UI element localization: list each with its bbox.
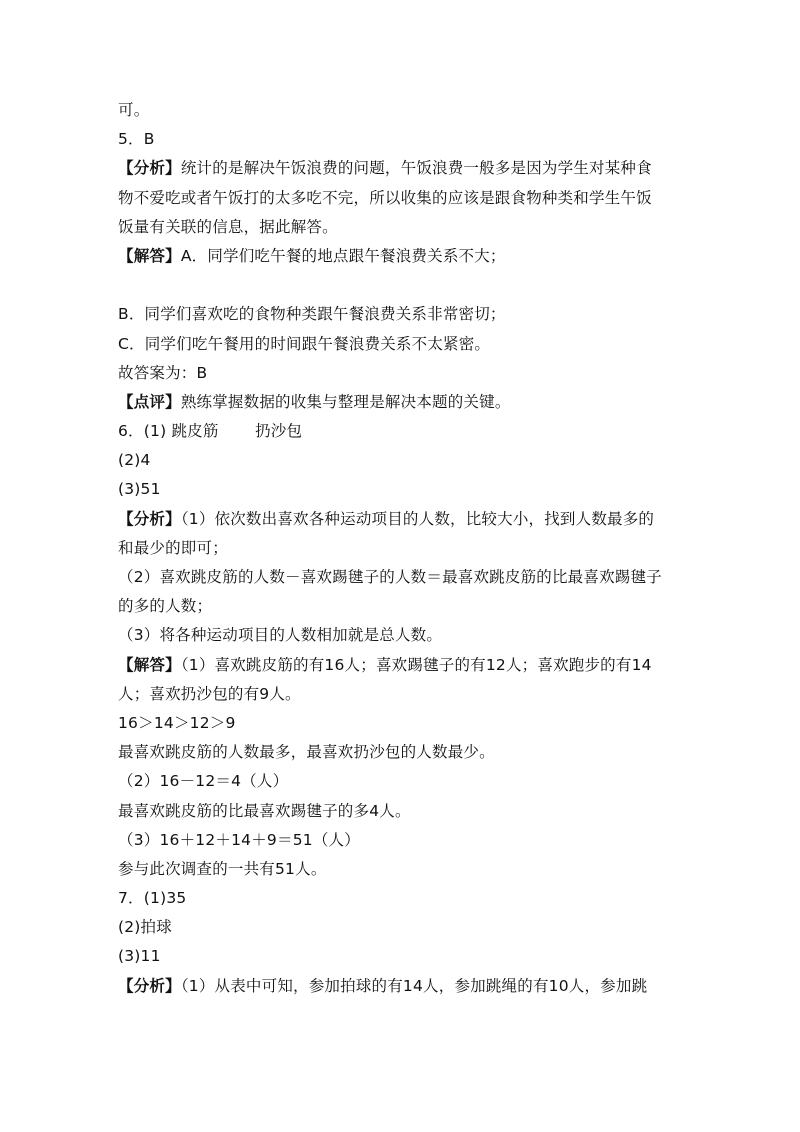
text-line	[118, 475, 708, 504]
text-line	[118, 300, 708, 329]
text-line	[118, 767, 708, 796]
line-text: A．同学们吃午餐的地点跟午餐浪费关系不大；	[180, 246, 506, 265]
section-tag: 【分析】	[118, 976, 181, 995]
text-line	[118, 534, 708, 563]
line-text: 最喜欢跳皮筋的比最喜欢踢毽子的多4人。	[118, 801, 411, 820]
text-line	[118, 330, 708, 359]
line-text: （1）从表中可知，参加拍球的有14人，参加跳绳的有10人，参加跳	[180, 976, 648, 995]
line-text: 7．(1)35	[118, 889, 187, 908]
text-line	[118, 913, 708, 942]
text-line	[118, 942, 708, 971]
text-line	[118, 797, 708, 826]
blank-line	[118, 271, 708, 300]
line-text: 物不爱吃或者午饭打的太多吃不完，所以收集的应该是跟食物种类和学生午饭	[118, 188, 652, 207]
text-line	[118, 651, 708, 680]
line-text: （2）16－12＝4（人）	[118, 772, 289, 791]
line-text: 人；喜欢扔沙包的有9人。	[118, 684, 301, 703]
document-body	[118, 96, 708, 1001]
line-text: (3)51	[118, 480, 161, 499]
line-text: C．同学们吃午餐用的时间跟午餐浪费关系不太紧密。	[118, 334, 491, 353]
text-line	[118, 709, 708, 738]
text-line	[118, 505, 708, 534]
text-line	[118, 446, 708, 475]
text-line	[118, 826, 708, 855]
line-text: 16＞14＞12＞9	[118, 713, 236, 732]
text-line	[118, 96, 708, 125]
line-text: 5．B	[118, 130, 155, 149]
line-text: 饭量有关联的信息，据此解答。	[118, 217, 338, 236]
text-line	[118, 972, 708, 1001]
line-text: 的多的人数；	[118, 597, 213, 616]
text-line	[118, 738, 708, 767]
line-text: 可。	[118, 101, 150, 119]
line-text: 熟练掌握数据的收集与整理是解决本题的关键。	[180, 392, 511, 411]
text-line	[118, 621, 708, 650]
line-text: （1）依次数出喜欢各种运动项目的人数，比较大小，找到人数最多的	[180, 509, 655, 528]
line-text: （1）喜欢跳皮筋的有16人；喜欢踢毽子的有12人；喜欢跑步的有14	[180, 655, 652, 674]
text-line	[118, 592, 708, 621]
text-line	[118, 125, 708, 154]
line-text: （3）16＋12＋14＋9＝51（人）	[118, 830, 360, 849]
text-line	[118, 417, 708, 446]
text-line	[118, 213, 708, 242]
line-text: （3）将各种运动项目的人数相加就是总人数。	[118, 626, 443, 645]
text-line	[118, 359, 708, 388]
line-text: 故答案为：B	[118, 363, 208, 382]
text-line	[118, 884, 708, 913]
line-text: 参与此次调查的一共有51人。	[118, 859, 327, 878]
text-line	[118, 388, 708, 417]
section-tag: 【分析】	[118, 509, 181, 528]
text-line	[118, 242, 708, 271]
line-text: (3)11	[118, 947, 161, 966]
text-line	[118, 563, 708, 592]
text-line	[118, 680, 708, 709]
line-text: 6．(1) 跳皮筋 扔沙包	[118, 422, 303, 441]
text-line	[118, 855, 708, 884]
text-line	[118, 154, 708, 183]
section-tag: 【解答】	[118, 246, 181, 265]
line-text: 和最少的即可；	[118, 538, 228, 557]
section-tag: 【解答】	[118, 655, 181, 674]
line-text: (2)拍球	[118, 918, 172, 937]
text-line	[118, 184, 708, 213]
line-text: B．同学们喜欢吃的食物种类跟午餐浪费关系非常密切；	[118, 305, 506, 324]
line-text: (2)4	[118, 451, 151, 470]
line-text: 最喜欢跳皮筋的人数最多，最喜欢扔沙包的人数最少。	[118, 743, 495, 762]
line-text: 统计的是解决午饭浪费的问题，午饭浪费一般多是因为学生对某种食	[180, 159, 652, 178]
section-tag: 【分析】	[118, 159, 181, 178]
line-text: （2）喜欢跳皮筋的人数－喜欢踢毽子的人数＝最喜欢跳皮筋的比最喜欢踢毽子	[118, 568, 662, 586]
section-tag: 【点评】	[118, 392, 181, 411]
